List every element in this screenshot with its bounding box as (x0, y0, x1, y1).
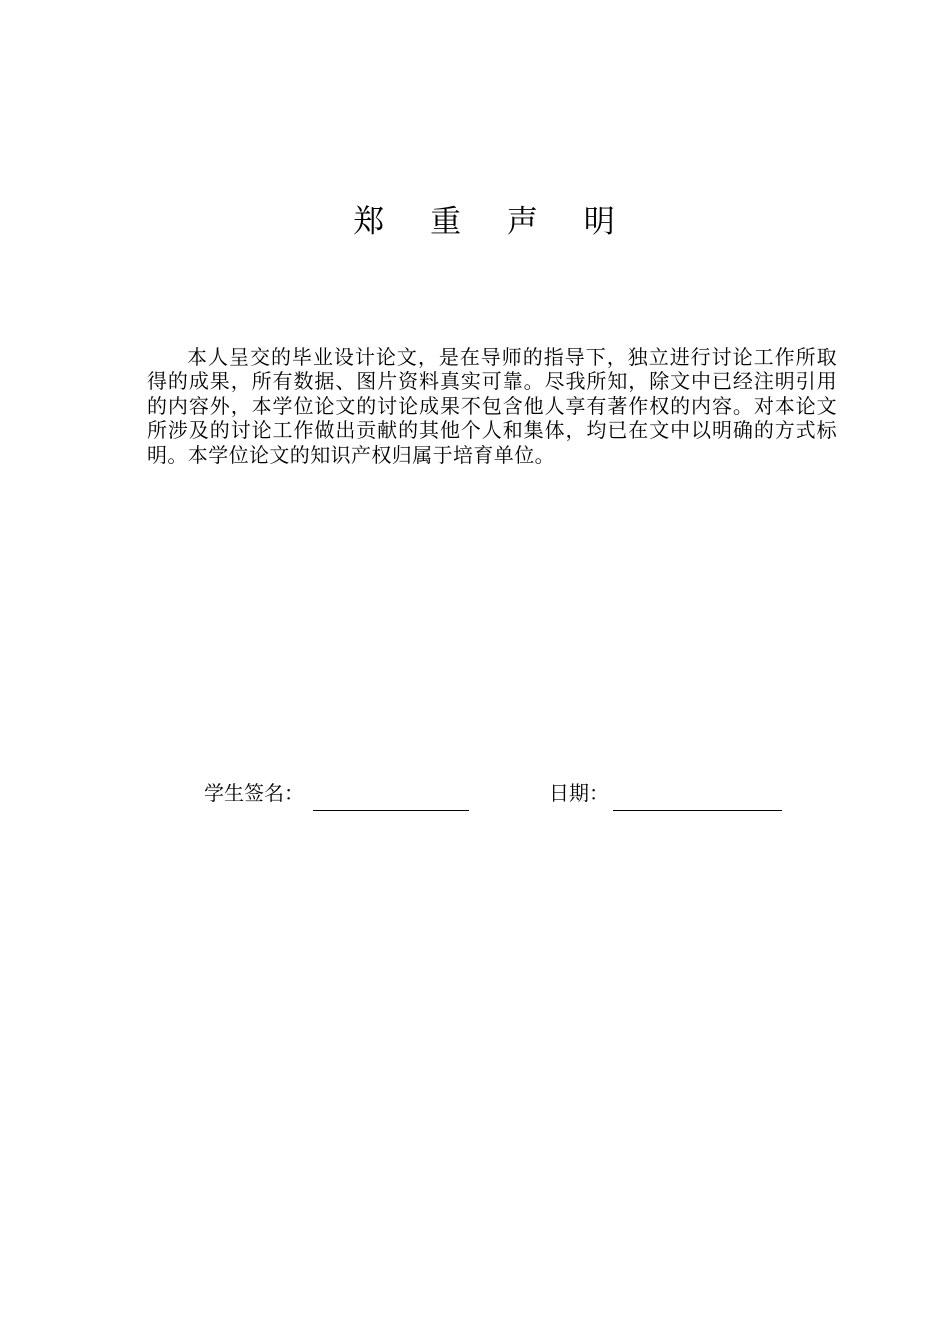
page-title: 郑 重 声 明 (353, 204, 633, 240)
date-line (613, 810, 782, 811)
declaration-paragraph: 本人呈交的毕业设计论文，是在导师的指导下，独立进行讨论工作所取得的成果，所有数据、图片资料真实可靠。尽我所知，除文中已经注明引用的内容外，本学位论文的讨论成果不包含他人享有著作权的内容。对本论文所涉及的讨论工作做出贡献的其他个人和集体，均已在文中以明确的方式标明。本学位论文的知识产权归属于培育单位。 (147, 345, 837, 467)
date-label: 日期： (549, 781, 609, 805)
student-signature-label: 学生签名： (204, 781, 304, 805)
student-signature-line (313, 810, 469, 811)
